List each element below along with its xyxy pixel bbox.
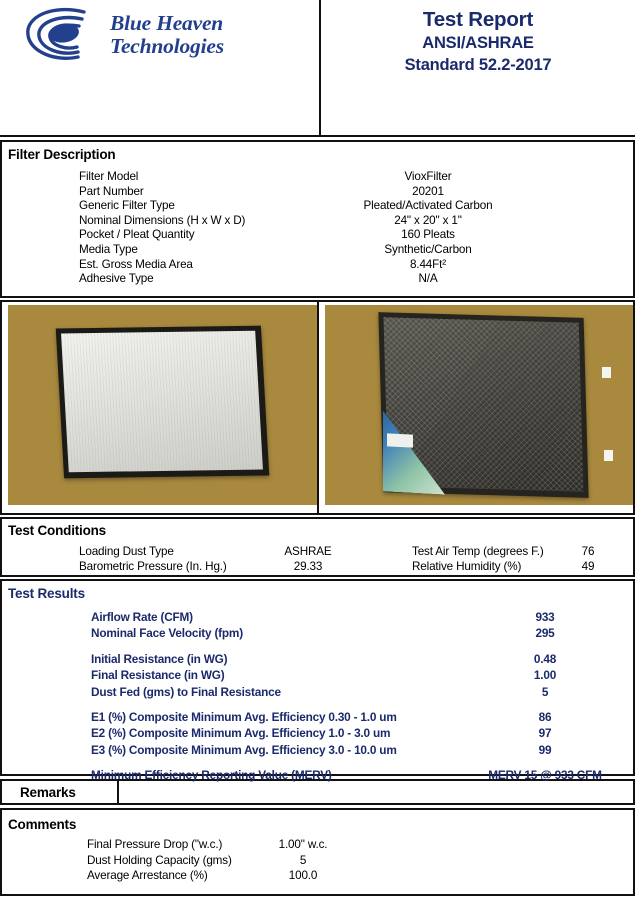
table-row (8, 726, 633, 742)
row-label: E2 (%) Composite Minimum Avg. Efficiency 1.0 - 3.0 um (91, 726, 391, 741)
row-label: Adhesive Type (79, 272, 154, 286)
table-row (8, 838, 633, 854)
filter-photographs (0, 300, 635, 515)
company-name-line1: Blue Heaven (110, 11, 224, 36)
test-results-section (0, 579, 635, 783)
filter-tab-image (604, 450, 613, 461)
row-value: VioxFilter (404, 170, 452, 183)
row-label: Est. Gross Media Area (79, 257, 193, 271)
standard-organization: ANSI/ASHRAE (422, 33, 534, 52)
table-row (8, 743, 633, 759)
filter-description-section (0, 140, 635, 298)
row-label: E1 (%) Composite Minimum Avg. Efficiency 0.30 - 1.0 um (91, 709, 397, 724)
table-row (8, 258, 633, 273)
table-row (8, 545, 633, 560)
row-value: 1.00" w.c. (278, 838, 328, 851)
row-value-left: ASHRAE (284, 545, 332, 558)
row-label: E3 (%) Composite Minimum Avg. Efficiency 3.0 - 10.0 um (91, 742, 397, 757)
filter-description-heading: Filter Description (8, 147, 116, 162)
row-label: Part Number (79, 184, 144, 198)
row-value: 24" x 20" x 1" (394, 213, 462, 227)
row-value: N/A (418, 272, 438, 286)
row-value: 1.00 (533, 668, 557, 683)
row-label: Average Arrestance (%) (87, 869, 208, 883)
table-row (8, 668, 633, 684)
row-label-right: Test Air Temp (degrees F.) (412, 545, 544, 558)
filter-photo-right (317, 302, 634, 513)
row-value: 97 (538, 726, 552, 741)
company-name (110, 12, 224, 58)
row-label: Media Type (79, 242, 138, 256)
table-row (8, 199, 633, 214)
table-row (8, 626, 633, 642)
pleated-white-filter-image (56, 326, 270, 479)
table-row (8, 170, 633, 185)
row-label: Dust Holding Capacity (gms) (87, 853, 232, 867)
row-value: 5 (541, 684, 549, 699)
table-row-merv (8, 768, 633, 784)
test-conditions-section (0, 517, 635, 577)
row-value: 99 (538, 742, 552, 757)
test-results-heading: Test Results (8, 586, 85, 601)
table-row (8, 610, 633, 626)
header-title-panel (321, 0, 635, 135)
report-title: Test Report (422, 8, 534, 31)
table-row (8, 560, 633, 575)
row-label: Pocket / Pleat Quantity (79, 228, 195, 242)
row-value-right: 76 (581, 545, 595, 558)
test-conditions-rows (8, 545, 633, 574)
row-value: 933 (535, 610, 555, 624)
row-value-right: 49 (581, 559, 595, 573)
row-label: Minimum Efficiency Reporting Value (MERV) (91, 768, 332, 783)
row-label: Final Resistance (in WG) (91, 668, 225, 683)
row-label: Nominal Dimensions (H x W x D) (79, 213, 246, 227)
table-row (8, 243, 633, 258)
filter-description-rows (8, 170, 633, 287)
row-value-left: 29.33 (293, 559, 323, 573)
comments-rows (8, 838, 633, 885)
swirl-spiral-logo-icon (22, 5, 108, 65)
table-row (8, 214, 633, 229)
row-value: MERV 15 @ 933 CFM (488, 768, 602, 783)
table-row (8, 869, 633, 885)
table-row (8, 185, 633, 200)
row-label: Initial Resistance (in WG) (91, 651, 228, 666)
row-value: 86 (538, 709, 552, 724)
report-header (0, 0, 635, 137)
row-label: Generic Filter Type (79, 199, 175, 213)
test-results-rows (8, 610, 633, 785)
table-row (8, 854, 633, 870)
comments-section (0, 808, 635, 896)
remarks-heading: Remarks (20, 784, 76, 800)
row-label: Airflow Rate (CFM) (91, 610, 193, 624)
comments-heading: Comments (8, 817, 77, 832)
row-value: 160 Pleats (401, 228, 455, 242)
row-label-left: Loading Dust Type (79, 545, 174, 558)
row-value: 0.48 (533, 651, 557, 666)
row-value: 295 (535, 626, 555, 641)
row-value: Synthetic/Carbon (384, 242, 472, 256)
table-row (8, 710, 633, 726)
row-label-right: Relative Humidity (%) (412, 559, 522, 573)
header-logo-panel (0, 0, 321, 135)
row-label: Nominal Face Velocity (fpm) (91, 626, 243, 641)
filter-tab-image (602, 367, 611, 378)
company-logo (22, 4, 307, 66)
filter-photo-left (2, 302, 317, 513)
row-value: 5 (299, 853, 307, 867)
packaging-label-image (387, 433, 413, 447)
row-label: Filter Model (79, 170, 139, 183)
photo-background (325, 305, 634, 505)
photo-background (8, 305, 317, 505)
row-label: Final Pressure Drop ("w.c.) (87, 838, 223, 851)
row-value: Pleated/Activated Carbon (363, 199, 493, 213)
table-row (8, 228, 633, 243)
table-row (8, 685, 633, 701)
row-value: 100.0 (288, 869, 318, 883)
table-row (8, 652, 633, 668)
row-label-left: Barometric Pressure (In. Hg.) (79, 559, 227, 573)
table-row (8, 272, 633, 287)
row-value: 8.44Ft² (410, 257, 446, 271)
row-label: Dust Fed (gms) to Final Resistance (91, 684, 281, 699)
standard-number: Standard 52.2-2017 (404, 56, 552, 75)
row-value: 20201 (412, 184, 444, 198)
test-conditions-heading: Test Conditions (8, 523, 106, 538)
company-name-line2: Technologies (110, 34, 224, 58)
